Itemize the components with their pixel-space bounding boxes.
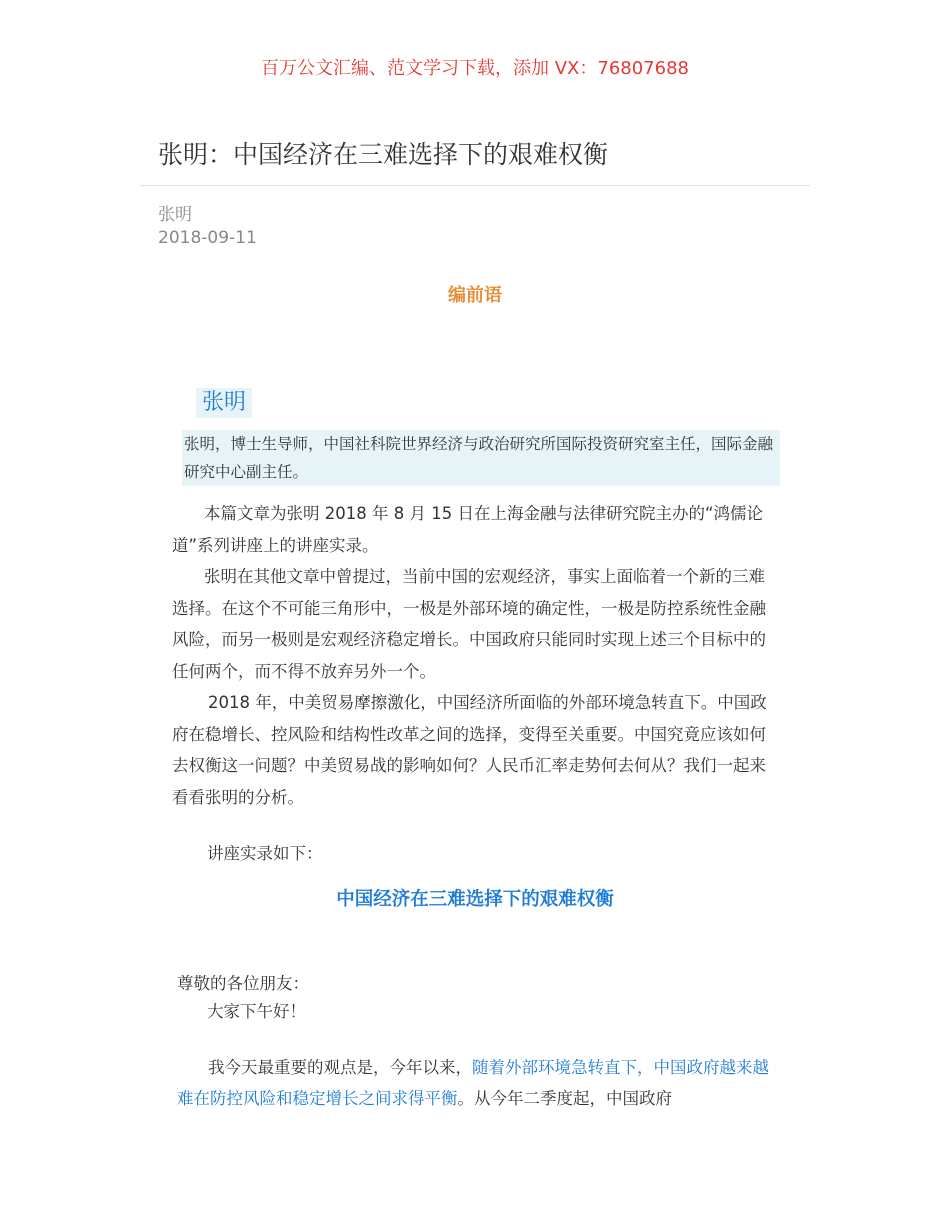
speech-greeting: 尊敬的各位朋友： (177, 974, 309, 993)
author-name-highlight: 张明 (196, 388, 252, 418)
speech-main-view (177, 1052, 777, 1114)
author-bio: 张明，博士生导师，中国社科院世界经济与政治研究所国际投资研究室主任，国际金融研究中心副主任。 (182, 430, 780, 486)
promo-banner: 百万公文汇编、范文学习下载，添加 VX：76807688 (261, 58, 689, 79)
article-date: 2018-09-11 (158, 228, 257, 248)
main-view-prefix: 我今天最重要的观点是，今年以来， (208, 1058, 472, 1077)
article-title: 张明：中国经济在三难选择下的艰难权衡 (158, 140, 609, 169)
title-divider (140, 185, 810, 186)
preface-paragraph-3: 2018 年，中美贸易摩擦激化，中国经济所面临的外部环境急转直下。中国政府在稳增长、控风险和结构性改革之间的选择，变得至关重要。中国究竟应该如何去权衡这一问题？中美贸易战的影响如何？人民币汇率走势何去何从？我们一起来看看张明的分析。 (172, 693, 767, 807)
preface-paragraph-2: 张明在其他文章中曾提过，当前中国的宏观经济，事实上面临着一个新的三难选择。在这个不可能三角形中，一极是外部环境的确定性，一极是防控系统性金融风险，而另一极则是宏观经济稳定增长。中国政府只能同时实现上述三个目标中的任何两个，而不得不放弃另外一个。 (172, 567, 766, 681)
speech-title: 中国经济在三难选择下的艰难权衡 (336, 889, 614, 910)
speech-hello: 大家下午好！ (207, 1002, 306, 1021)
transcript-intro: 讲座实录如下： (207, 844, 323, 863)
main-view-suffix: 。从今年二季度起，中国政府 (457, 1089, 672, 1108)
article-author: 张明 (158, 205, 192, 225)
preface-heading: 编前语 (448, 285, 502, 306)
main-view-highlight: 随着外部环境急转直下，中国政府越来越难在防控风险和稳定增长之间求得平衡 (177, 1058, 769, 1108)
preface-paragraph-1: 本篇文章为张明 2018 年 8 月 15 日在上海金融与法律研究院主办的“鸿儒论道”系列讲座上的讲座实录。 (172, 504, 764, 555)
